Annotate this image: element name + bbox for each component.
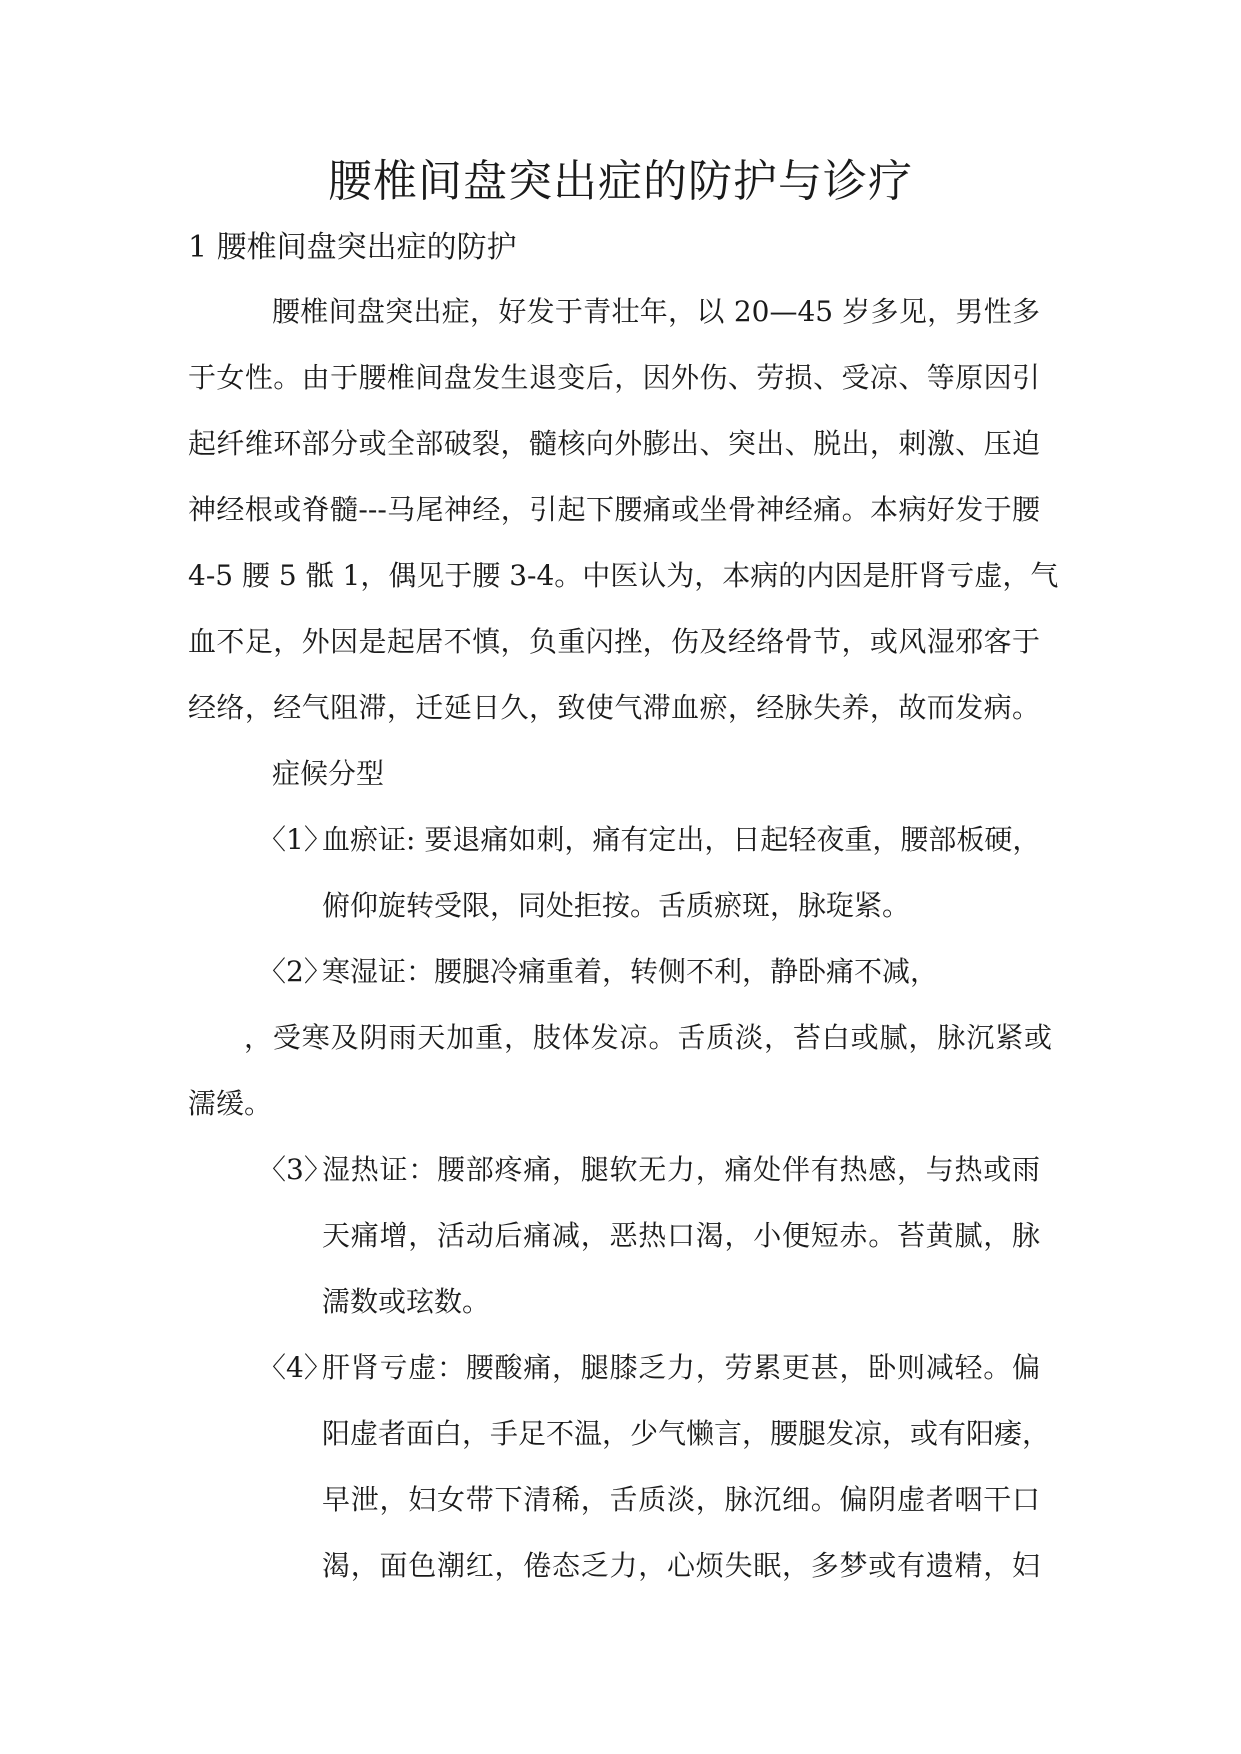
item-line: 血瘀证: 要退痛如刺，痛有定出，日起轻夜重，腰部板硬，: [322, 823, 1041, 856]
syndrome-heading: 症候分型: [272, 757, 385, 790]
item-line: 寒湿证：腰腿冷痛重着，转侧不利，静卧痛不减，: [322, 955, 939, 988]
item-line: 阳虚者面白，手足不温，少气懒言，腰腿发凉，或有阳痿，: [322, 1417, 1051, 1450]
document-title: 腰椎间盘突出症的防护与诊疗: [328, 156, 913, 207]
item-number: 〈1〉: [258, 823, 332, 856]
intro-line: 经络，经气阻滞，迁延日久，致使气滞血瘀，经脉失养，故而发病。: [188, 691, 1040, 724]
intro-line: 于女性。由于腰椎间盘发生退变后，因外伤、劳损、受凉、等原因引: [188, 361, 1040, 394]
item-line: 濡缓。: [188, 1087, 273, 1120]
item-number: 〈2〉: [258, 955, 332, 988]
item-line: 天痛增，活动后痛减，恶热口渴，小便短赤。苔黄腻，脉: [322, 1219, 1040, 1252]
item-number: 〈3〉: [258, 1153, 332, 1186]
item-line: 渴，面色潮红，倦态乏力，心烦失眠，多梦或有遗精，妇: [322, 1549, 1040, 1582]
section-heading: 1 腰椎间盘突出症的防护: [188, 230, 517, 265]
item-number: 〈4〉: [258, 1351, 332, 1384]
item-line: ，受寒及阴雨天加重，肢体发凉。舌质淡，苔白或腻，脉沉紧或: [244, 1021, 1052, 1054]
intro-line: 腰椎间盘突出症，好发于青壮年，以 20—45 岁多见，男性多: [272, 295, 1040, 328]
item-line: 俯仰旋转受限，同处拒按。舌质瘀斑，脉琁紧。: [322, 889, 911, 922]
intro-line: 4-5 腰 5 骶 1，偶见于腰 3-4。中医认为，本病的内因是肝肾亏虚，气: [188, 559, 1059, 592]
intro-line: 神经根或脊髓---马尾神经，引起下腰痛或坐骨神经痛。本病好发于腰: [188, 493, 1040, 526]
intro-line: 血不足，外因是起居不慎，负重闪挫，伤及经络骨节，或风湿邪客于: [188, 625, 1040, 658]
item-line: 早泄，妇女带下清稀，舌质淡，脉沉细。偏阴虚者咽干口: [322, 1483, 1040, 1516]
item-line: 肝肾亏虚：腰酸痛，腿膝乏力，劳累更甚，卧则减轻。偏: [322, 1351, 1040, 1384]
item-line: 湿热证：腰部疼痛，腿软无力，痛处伴有热感，与热或雨: [322, 1153, 1040, 1186]
item-line: 濡数或玹数。: [322, 1285, 491, 1318]
intro-line: 起纤维环部分或全部破裂，髓核向外膨出、突出、脱出，刺激、压迫: [188, 427, 1040, 460]
